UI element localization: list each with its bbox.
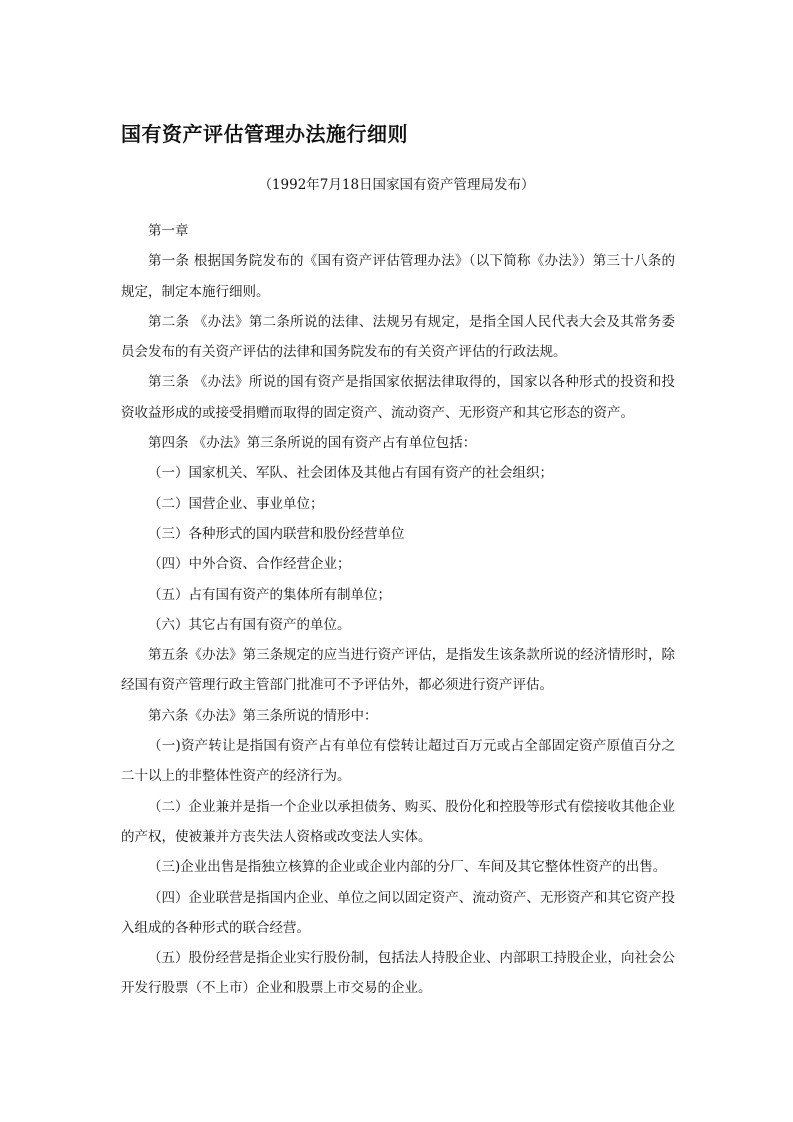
- article-6-item-4: （四）企业联营是指国内企业、单位之间以固定资产、流动资产、无形资产和其它资产投入组成的各种形式的联合经营。: [121, 889, 675, 936]
- article-2: 第二条 《办法》第二条所说的法律、法规另有规定，是指全国人民代表大会及其常务委员会发布的有关资产评估的法律和国务院发布的有关资产评估的行政法规。: [121, 313, 675, 361]
- article-4-item-1: （一）国家机关、军队、社会团体及其他占有国有资产的社会组织；: [148, 465, 553, 482]
- article-4-item-2: （二）国营企业、事业单位；: [148, 495, 324, 512]
- article-5: 第五条《办法》第三条规定的应当进行资产评估，是指发生该条款所说的经济情形时，除经国有资产管理行政主管部门批准可不予评估外，都必须进行资产评估。: [121, 647, 675, 694]
- article-4-item-5: （五）占有国有资产的集体所有制单位；: [148, 586, 391, 603]
- document-body: [121, 216, 675, 1004]
- article-6-item-3: （三)企业出售是指独立核算的企业或企业内部的分厂、车间及其它整体性资产的出售。: [148, 859, 667, 876]
- article-6-item-2: （二）企业兼并是指一个企业以承担债务、购买、股份化和控股等形式有偿接收其他企业的产权，使被兼并方丧失法人资格或改变法人实体。: [121, 798, 675, 845]
- article-4-item-6: （六）其它占有国有资产的单位。: [148, 616, 351, 633]
- article-6: 第六条《办法》第三条所说的情形中：: [148, 707, 378, 724]
- article-6-item-1: （一)资产转让是指国有资产占有单位有偿转让超过百万元或占全部固定资产原值百分之二十以上的非整体性资产的经济行为。: [121, 738, 675, 785]
- article-6-item-5: （五）股份经营是指企业实行股份制，包括法人持股企业、内部职工持股企业，向社会公开发行股票（不上市）企业和股票上市交易的企业。: [121, 950, 675, 997]
- chapter-heading: 第一章: [148, 223, 189, 239]
- article-4-item-4: （四）中外合资、合作经营企业；: [148, 556, 351, 573]
- article-4-item-3: （三）各种形式的国内联营和股份经营单位: [148, 525, 405, 542]
- article-4: 第四条 《办法》第三条所说的国有资产占有单位包括：: [148, 435, 477, 452]
- document-title: 国有资产评估管理办法施行细则: [121, 122, 408, 146]
- publication-note: （1992年7月18日国家国有资产管理局发布）: [258, 177, 535, 193]
- article-1: 第一条 根据国务院发布的《国有资产评估管理办法》（以下简称《办法》）第三十八条的规定，制定本施行细则。: [121, 253, 675, 300]
- article-3: 第三条 《办法》所说的国有资产是指国家依据法律取得的，国家以各种形式的投资和投资收益形成的或接受捐赠而取得的固定资产、流动资产、无形资产和其它形态的资产。: [121, 374, 675, 421]
